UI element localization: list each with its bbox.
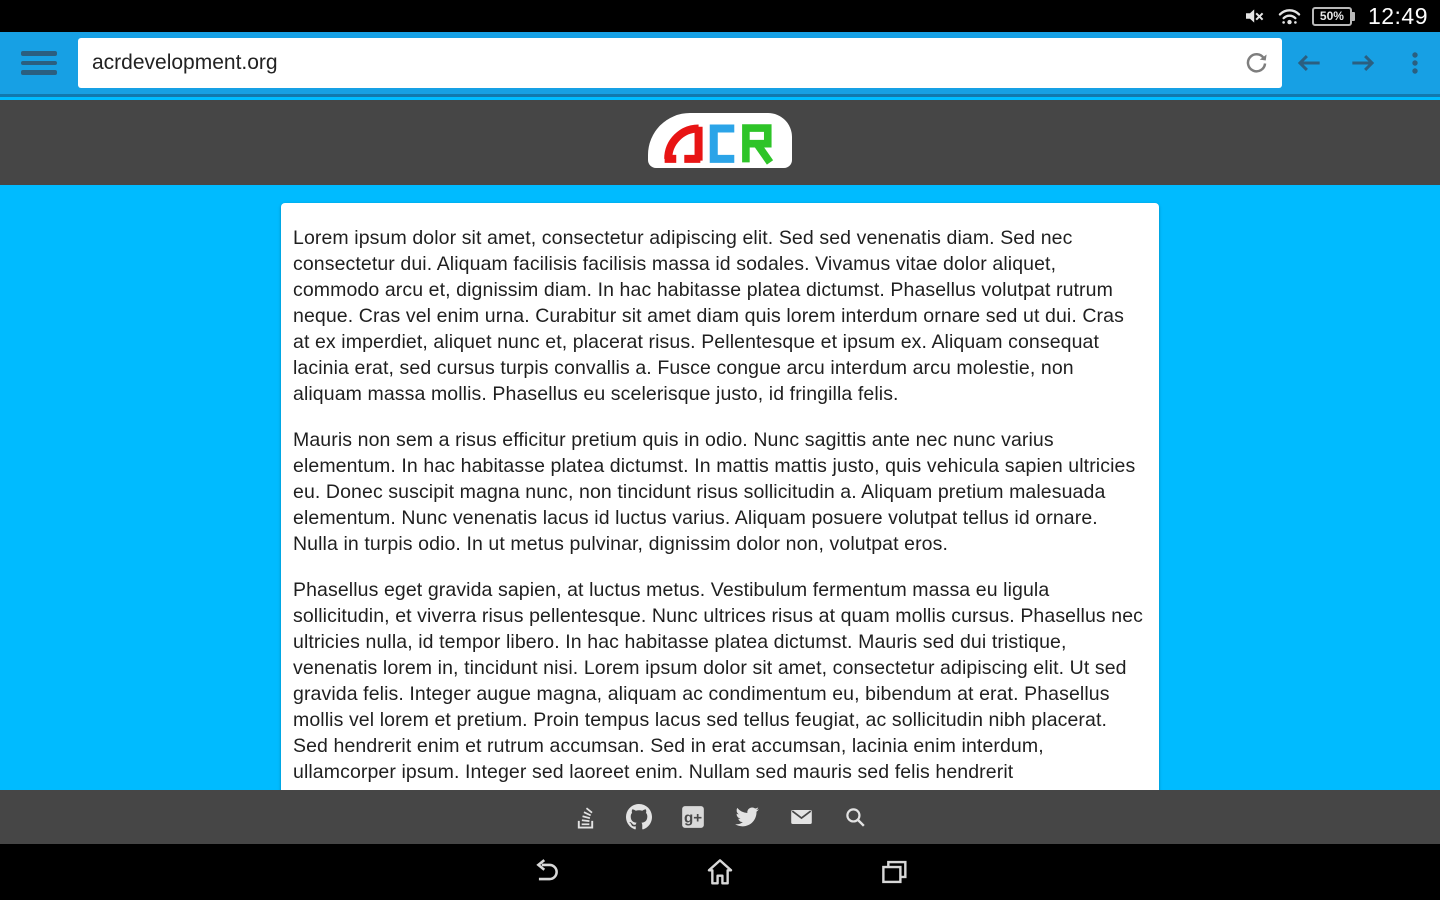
menu-icon <box>21 51 57 56</box>
battery-percent: 50% <box>1319 9 1344 23</box>
content-card <box>281 203 1159 815</box>
url-text: acrdevelopment.org <box>92 51 278 74</box>
acr-logo-letters <box>651 116 789 166</box>
nav-recents-button[interactable] <box>862 848 926 896</box>
paragraph: Mauris non sem a risus efficitur pretium quis in odio. Nunc sagittis ante nec nunc varius elementum. In hac habitasse platea dictumst. In mattis mattis justo, quis vehicula sapien ultricies eu. Donec suscipit magna nunc, non tincidunt risus sollicitudin a. Aliquam pretium malesuada elementum. Nunc venenatis lacus id luctus varius. Aliquam posuere volutpat tellus id ornare. Nulla in turpis odio. In ut metus pulvinar, dignissim dolor non, volutpat eros. <box>293 429 1136 555</box>
googleplus-icon <box>680 804 706 830</box>
github-button[interactable] <box>624 802 654 832</box>
refresh-icon[interactable] <box>1243 50 1270 77</box>
status-bar <box>0 0 1440 32</box>
search-button[interactable] <box>840 802 870 832</box>
status-clock: 12:49 <box>1367 2 1428 29</box>
paragraph: Lorem ipsum dolor sit amet, consectetur adipiscing elit. Sed sed venenatis diam. Sed nec consectetur dui. Aliquam facilisis facilisis massa id sodales. Vivamus vitae dolor aliquet, commodo arcu et, dignissim diam. In hac habitasse platea dictumst. Phasellus volutpat rutrum neque. Cras vel enim urna. Curabitur sit amet diam quis lorem interdum ornare sed ut dui. Cras at ex imperdiet, aliquet nunc et, placerat risus. Pellentesque et ipsum ex. Aliquam consequat lacinia erat, sed cursus turpis convallis a. Fusce congue arcu interdum arcu molestie, non aliquam massa mollis. Phasellus eu scelerisque justo, id fringilla felis. <box>293 227 1124 405</box>
twitter-button[interactable] <box>732 802 762 832</box>
acr-logo[interactable] <box>648 113 792 168</box>
search-icon <box>843 805 868 830</box>
back-button[interactable] <box>1282 32 1336 94</box>
back-arrow-icon <box>1293 47 1325 79</box>
overflow-menu-button[interactable] <box>1390 32 1440 94</box>
stackoverflow-button[interactable] <box>570 802 600 832</box>
forward-button[interactable] <box>1336 32 1390 94</box>
stackoverflow-icon <box>574 804 597 830</box>
url-bar[interactable] <box>78 38 1282 88</box>
menu-button[interactable] <box>0 32 78 94</box>
twitter-icon <box>734 804 760 830</box>
googleplus-button[interactable] <box>678 802 708 832</box>
site-footer <box>0 790 1440 844</box>
site-header <box>0 100 1440 185</box>
github-icon <box>626 804 652 830</box>
forward-arrow-icon <box>1347 47 1379 79</box>
nav-back-button[interactable] <box>514 848 578 896</box>
page-background <box>0 185 1440 844</box>
email-icon <box>788 804 815 830</box>
home-icon <box>703 855 737 889</box>
paragraph: Phasellus eget gravida sapien, at luctus metus. Vestibulum fermentum massa eu ligula sollicitudin, et viverra risus pellentesque. Nunc ultrices risus at quam mollis cursus. Phasellus nec ultricies nulla, id tempor libero. In hac habitasse platea dictumst. Mauris sed dui tristique, venenatis lorem in, tincidunt nisi. Lorem ipsum dolor sit amet, consectetur adipiscing elit. Ut sed gravida felis. Integer augue magna, aliquam ac condimentum eu, bibendum at erat. Phasellus mollis vel lorem et pretium. Proin tempus lacus sed tellus feugiat, ac sollicitudin nibh placerat. Sed hendrerit enim et rutrum accumsan. Sed in erat accumsan, lacinia enim interdum, ullamcorper ipsum. Integer sed laoreet enim. Nullam sed mauris sed felis hendrerit <box>293 579 1144 783</box>
recents-icon <box>877 855 911 889</box>
browser-toolbar <box>0 32 1440 97</box>
nav-home-button[interactable] <box>688 848 752 896</box>
overflow-menu-icon <box>1402 48 1428 78</box>
volume-muted-icon <box>1243 4 1267 28</box>
back-icon <box>529 855 563 889</box>
svg-text:g+: g+ <box>683 809 703 827</box>
wifi-icon <box>1276 4 1303 28</box>
email-button[interactable] <box>786 802 816 832</box>
system-nav-bar <box>0 844 1440 900</box>
battery-icon <box>1312 7 1355 26</box>
